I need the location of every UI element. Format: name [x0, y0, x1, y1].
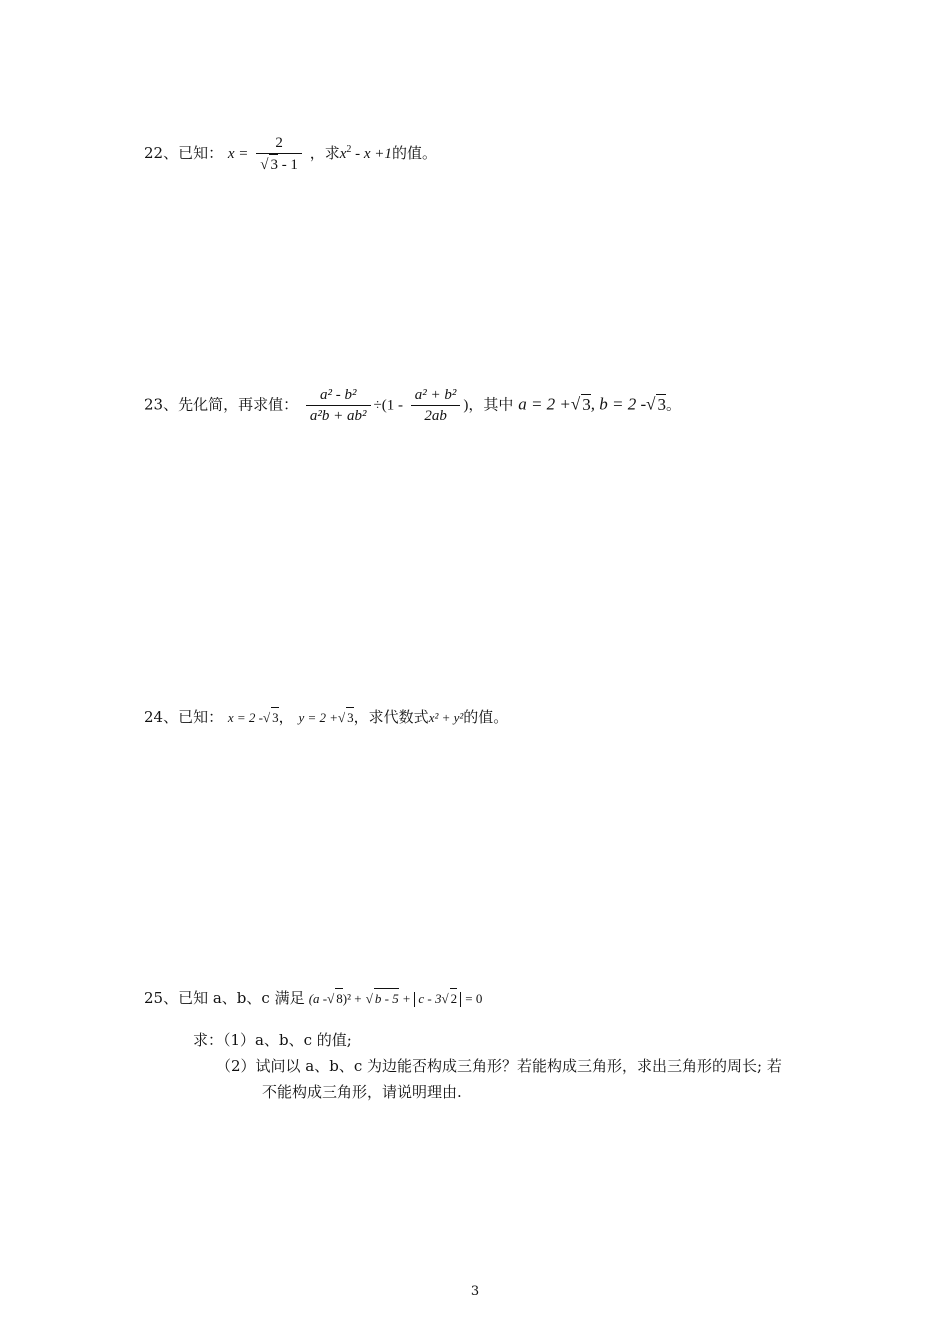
q22-lead: 、已知： [163, 144, 224, 162]
question-23: 23、先化简，再求值： $\frac{\text{a² - b²}}{\text{a²b + ab²}}$ ÷(1 - $\frac{\text{a² + b²}}{2ab}$ )，其中 a = 2 +√ 3, b = 2 -√ 3。 [144, 387, 681, 424]
q23-f1-num: a² - b² [306, 385, 371, 406]
q22-expr-rest: - x +1 [351, 146, 392, 162]
q23-mid: ，其中 [468, 395, 514, 414]
q23-fraction-2 [411, 385, 461, 426]
question-22 [144, 133, 437, 175]
q23-cond-a-rad: 3 [582, 394, 591, 414]
q25-lead: 、已知 a、b、c 满足 [163, 989, 305, 1007]
q22-frac-den: √ 3 - 1 [256, 154, 302, 175]
q25-abs: c - 3√ 2 [414, 992, 461, 1007]
q25-sub-2-line-1: （2）试问以 a、b、c 为边能否构成三角形？若能构成三角形，求出三角形的周长; 若 [216, 1057, 782, 1075]
q25-sub-2-line-2: 不能构成三角形，请说明理由. [262, 1083, 462, 1101]
question-25: 25、已知 a、b、c 满足 (a -√ 8)² + √ b - 5 + c - 3√ 2 = 0 [144, 989, 483, 1007]
q23-f2-num: a² + b² [411, 385, 461, 406]
q22-frac-num: 2 [256, 133, 302, 154]
q23-fraction-1 [306, 385, 371, 426]
q23-tail: 。 [665, 395, 681, 414]
q25-eq-rad1: 8 [335, 988, 343, 1009]
q25-sub-1: 求：（1）a、b、c 的值; [193, 1031, 352, 1049]
q23-cond-a: a = 2 + [518, 394, 571, 414]
q22-expr-x: x [339, 146, 347, 162]
q24-number: 24 [144, 708, 164, 726]
q24-tail: 的值。 [463, 708, 509, 726]
q22-fraction [256, 133, 302, 175]
q23-cond-b-rad: 3 [657, 394, 666, 414]
q24-y-part: y = 2 + [298, 710, 339, 725]
q23-close: ) [463, 397, 469, 414]
page-number: 3 [470, 1284, 480, 1299]
q25-eq-end: = 0 [465, 991, 483, 1006]
q22-den-rest: - 1 [277, 157, 298, 173]
q23-f1-den: a²b + ab² [309, 408, 367, 424]
q24-x-rad: 3 [271, 707, 279, 728]
q22-tail: 的值。 [391, 144, 437, 162]
q25-eq-rad3: 2 [450, 988, 458, 1009]
q25-eq-close: )² + [342, 991, 362, 1006]
question-24: 24、已知： x = 2 -√ 3， y = 2 +√ 3，求代数式x² + y²的值。 [144, 708, 509, 726]
q25-eq-rad2: b - 5 [374, 988, 399, 1009]
q25-eq-open: (a - [308, 991, 328, 1006]
q24-mid: ，求代数式 [353, 708, 429, 726]
q25-eq-plus: + [402, 991, 411, 1006]
q23-cond-b: , b = 2 - [590, 394, 647, 414]
q25-eq-abs-c: c - 3 [418, 991, 442, 1006]
q24-x-part: x = 2 - [227, 710, 264, 725]
q23-lead: 、先化简，再求值： [163, 395, 299, 414]
q24-sep: ， [278, 708, 294, 726]
q22-x-eq: x = [227, 146, 249, 162]
q23-div: ÷(1 - [373, 397, 403, 414]
q24-y-rad: 3 [346, 707, 354, 728]
q22-number: 22 [144, 144, 164, 162]
q24-expr: x² + y² [428, 710, 464, 725]
q25-number: 25 [144, 989, 164, 1007]
q23-number: 23 [144, 395, 164, 414]
q24-lead: 、已知： [163, 708, 224, 726]
q22-den-radicand: 3 [269, 154, 278, 175]
q22-mid: ，求 [309, 144, 340, 162]
q23-f2-den: 2ab [424, 408, 447, 424]
q22-expr-sup: 2 [346, 144, 352, 155]
